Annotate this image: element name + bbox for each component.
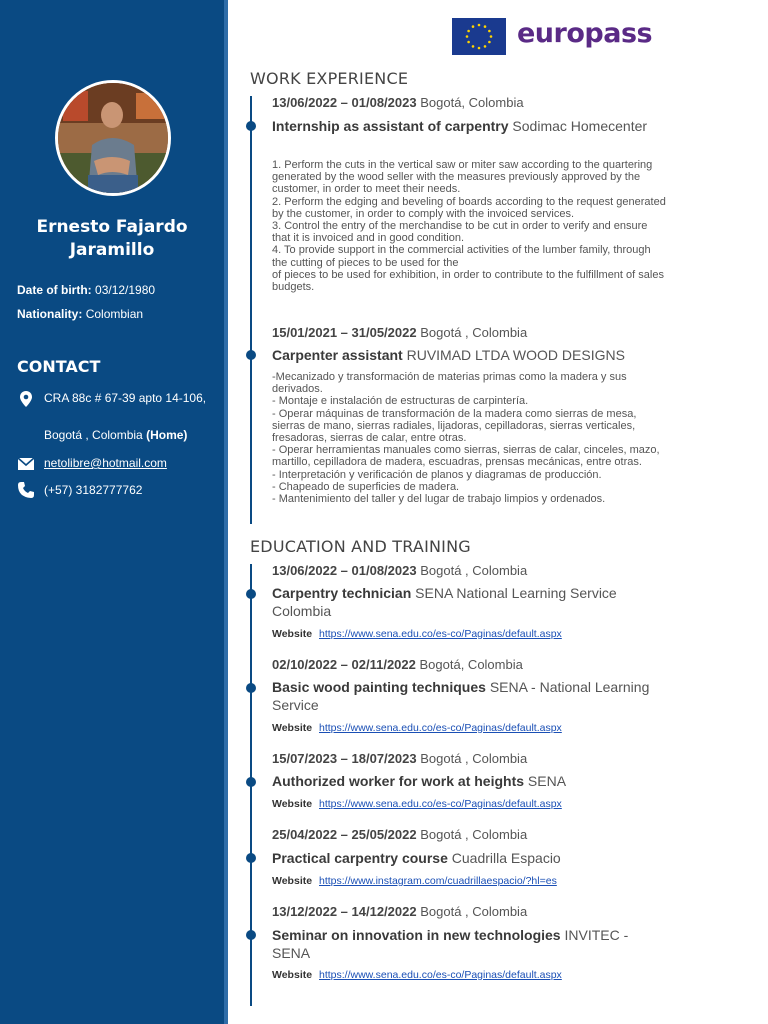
phone-number: (+57) 3182777762 — [44, 483, 143, 497]
timeline-dot — [246, 350, 256, 360]
website-label: Website — [272, 969, 313, 981]
address-line-1: CRA 88c # 67-39 apto 14-106, — [44, 391, 207, 405]
edu-4-location: Bogotá , Colombia — [420, 827, 528, 842]
edu-4-website — [272, 875, 557, 887]
edu-1-date-range: 13/06/2022 – 01/08/2023 — [272, 563, 417, 578]
timeline-dot — [246, 121, 256, 131]
edu-5-course: Seminar on innovation in new technologies — [272, 927, 561, 943]
email-link-text[interactable]: netolibre@hotmail.com — [44, 456, 167, 470]
nationality — [17, 307, 143, 321]
person-name: Ernesto Fajardo Jaramillo — [36, 217, 188, 260]
address-type: (Home) — [146, 428, 188, 442]
edu-2-website-link[interactable]: https://www.sena.edu.co/es-co/Paginas/default.aspx — [319, 722, 562, 734]
edu-2-title — [272, 678, 672, 714]
location-pin-icon — [17, 390, 35, 408]
work-1-location: Bogotá, Colombia — [420, 95, 524, 110]
dob-label: Date of birth: — [17, 283, 92, 297]
edu-4-website-link[interactable]: https://www.instagram.com/cuadrillaespacio/?hl=es — [319, 875, 557, 887]
edu-5-website — [272, 969, 562, 981]
edu-1-location: Bogotá , Colombia — [420, 563, 528, 578]
work-item-2-dates — [272, 325, 527, 340]
work-1-description: 1. Perform the cuts in the vertical saw or miter saw according to the quartering generated by the wood seller with the measures previously approved by the customer, in order to meet their needs. 2. Perform the edging and beveling of boards according to the request generated by the customer, in order to comply with the invoiced services. 3. Control the entry of the merchandise to be cut in order to verify and ensure that it is invoiced and in good condition. 4. To provide support in the commercial activities of the lumber family, through the cutting of pieces to be used for the of pieces to be used for exhibition, in order to contribute to the fulfillment of sales budgets. — [272, 159, 666, 294]
edu-3-title — [272, 772, 672, 790]
work-2-date-range: 15/01/2021 – 31/05/2022 — [272, 325, 417, 340]
email-link[interactable] — [44, 456, 167, 470]
address-line-2 — [44, 428, 187, 442]
website-label: Website — [272, 798, 313, 810]
europass-logo: europass — [517, 18, 653, 49]
nationality-value: Colombian — [85, 307, 144, 321]
work-2-title — [272, 346, 672, 364]
work-timeline — [250, 96, 252, 524]
edu-2-dates — [272, 657, 523, 672]
edu-2-website — [272, 722, 562, 734]
education-heading: EDUCATION AND TRAINING — [250, 537, 471, 556]
work-experience-heading: WORK EXPERIENCE — [250, 69, 409, 88]
edu-5-date-range: 13/12/2022 – 14/12/2022 — [272, 904, 417, 919]
edu-3-date-range: 15/07/2023 – 18/07/2023 — [272, 751, 417, 766]
edu-1-website — [272, 628, 562, 640]
dob-value: 03/12/1980 — [95, 283, 156, 297]
work-2-location: Bogotá , Colombia — [420, 325, 528, 340]
website-label: Website — [272, 722, 313, 734]
edu-2-date-range: 02/10/2022 – 02/11/2022 — [272, 657, 416, 672]
timeline-dot — [246, 683, 256, 693]
eu-flag-icon — [452, 18, 506, 55]
edu-1-website-link[interactable]: https://www.sena.edu.co/es-co/Paginas/default.aspx — [319, 628, 562, 640]
sidebar-edge — [224, 0, 228, 1024]
work-item-1-dates — [272, 95, 524, 110]
phone-icon — [17, 481, 35, 499]
edu-1-course: Carpentry technician — [272, 585, 412, 601]
envelope-icon — [17, 455, 35, 473]
edu-3-course: Authorized worker for work at heights — [272, 773, 525, 789]
work-1-position: Internship as assistant of carpentry — [272, 118, 509, 134]
website-label: Website — [272, 628, 313, 640]
work-2-position: Carpenter assistant — [272, 347, 403, 363]
edu-2-institution: SENA - National Learning Service — [272, 679, 650, 713]
edu-4-date-range: 25/04/2022 – 25/05/2022 — [272, 827, 417, 842]
profile-photo-image — [58, 83, 168, 193]
work-2-description: -Mecanizado y transformación de materias primas como la madera y sus derivados. - Montaje e instalación de estructuras de carpintería. - Operar máquinas de transformación de la madera como sierras de mesa, sierras de mano, sierras radiales, lijadoras, cepilladoras, sierras verticales, fresadoras, sierras de calar, entre otras. - Operar herramientas manuales como sierras, sierras de calar, cinceles, mazo, martillo, cepilladora de madera, escuadras, prensas mecánicas, entre otras. - Interpretación y verificación de planos y diagramas de producción. - Chapeado de superficies de madera. - Mantenimiento del taller y del lugar de trabajo limpios y ordenados. — [272, 371, 660, 506]
edu-5-institution: INVITEC - SENA — [272, 927, 629, 961]
work-1-employer: Sodimac Homecenter — [512, 118, 648, 134]
sidebar — [0, 0, 224, 1024]
edu-3-location: Bogotá , Colombia — [420, 751, 528, 766]
edu-4-course: Practical carpentry course — [272, 850, 448, 866]
work-1-date-range: 13/06/2022 – 01/08/2023 — [272, 95, 417, 110]
work-2-employer: RUVIMAD LTDA WOOD DESIGNS — [406, 347, 625, 363]
date-of-birth — [17, 283, 155, 297]
website-label: Website — [272, 875, 313, 887]
edu-5-dates — [272, 904, 527, 919]
edu-5-website-link[interactable]: https://www.sena.edu.co/es-co/Paginas/default.aspx — [319, 969, 562, 981]
profile-photo — [55, 80, 171, 196]
edu-2-course: Basic wood painting techniques — [272, 679, 486, 695]
address-city: Bogotá , Colombia — [44, 428, 143, 442]
edu-3-dates — [272, 751, 527, 766]
edu-3-institution: SENA — [527, 773, 567, 789]
timeline-dot — [246, 589, 256, 599]
nationality-label: Nationality: — [17, 307, 83, 321]
edu-3-website — [272, 798, 562, 810]
edu-1-dates — [272, 563, 527, 578]
timeline-dot — [246, 930, 256, 940]
edu-4-dates — [272, 827, 527, 842]
timeline-dot — [246, 853, 256, 863]
work-1-title — [272, 117, 672, 135]
edu-3-website-link[interactable]: https://www.sena.edu.co/es-co/Paginas/default.aspx — [319, 798, 562, 810]
edu-1-institution: SENA National Learning Service Colombia — [272, 585, 617, 619]
contact-heading: CONTACT — [17, 357, 101, 376]
edu-5-title — [272, 926, 652, 962]
timeline-dot — [246, 777, 256, 787]
edu-5-location: Bogotá , Colombia — [420, 904, 528, 919]
edu-4-title — [272, 849, 672, 867]
edu-1-title — [272, 584, 662, 620]
edu-2-location: Bogotá, Colombia — [419, 657, 523, 672]
edu-4-institution: Cuadrilla Espacio — [451, 850, 561, 866]
